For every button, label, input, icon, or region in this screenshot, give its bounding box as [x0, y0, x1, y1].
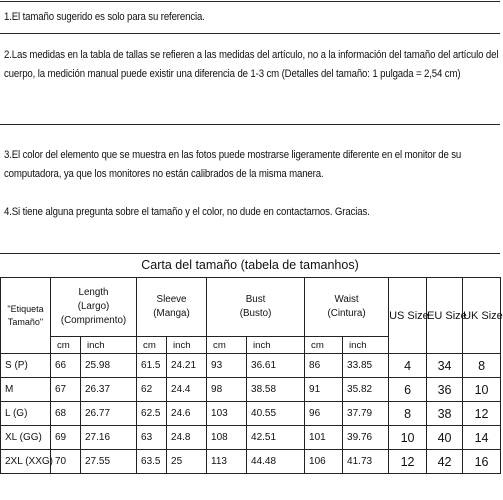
- bust-cm: 93: [207, 354, 247, 378]
- sleeve-inch: 24.6: [167, 402, 207, 426]
- uk-size-header: UK Size: [463, 278, 501, 354]
- waist-cm: 91: [305, 378, 343, 402]
- length-header-sub2: (Comprimento): [60, 315, 127, 326]
- divider: [0, 124, 500, 125]
- sleeve-header-name: Sleeve: [156, 294, 187, 305]
- length-header-name: Length: [78, 287, 109, 298]
- note-3: 3.El color del elemento que se muestra en las fotos puede mostrarse ligeramente diferente en el monitor de su computadora, ya que los monitores no están calibrados de la misma manera.: [4, 149, 462, 180]
- waist-cm: 86: [305, 354, 343, 378]
- length-inch: 27.16: [81, 426, 137, 450]
- table-row: [1, 354, 501, 378]
- length-header: [51, 278, 137, 337]
- us-size: 4: [389, 354, 427, 378]
- size-label: M: [1, 378, 51, 402]
- size-label: L (G): [1, 402, 51, 426]
- note-1: 1.El tamaño sugerido es solo para su referencia.: [4, 11, 205, 23]
- table-row: [1, 450, 501, 474]
- eu-size: 36: [427, 378, 463, 402]
- sleeve-inch: 25: [167, 450, 207, 474]
- waist-inch: 39.76: [343, 426, 389, 450]
- bust-inch: 38.58: [247, 378, 305, 402]
- length-header-sub: (Largo): [77, 301, 110, 312]
- unit-cm: cm: [137, 337, 167, 354]
- bust-cm: 98: [207, 378, 247, 402]
- table-row: [1, 426, 501, 450]
- sleeve-cm: 63: [137, 426, 167, 450]
- uk-size: 14: [463, 426, 501, 450]
- eu-size: 38: [427, 402, 463, 426]
- uk-size: 16: [463, 450, 501, 474]
- length-cm: 70: [51, 450, 81, 474]
- unit-cm: cm: [305, 337, 343, 354]
- eu-size: 34: [427, 354, 463, 378]
- size-label: S (P): [1, 354, 51, 378]
- waist-cm: 96: [305, 402, 343, 426]
- bust-cm: 108: [207, 426, 247, 450]
- eu-size-header: EU Size: [427, 278, 463, 354]
- sleeve-inch: 24.8: [167, 426, 207, 450]
- unit-inch: inch: [247, 337, 305, 354]
- sleeve-cm: 62: [137, 378, 167, 402]
- us-size: 8: [389, 402, 427, 426]
- length-cm: 69: [51, 426, 81, 450]
- length-cm: 67: [51, 378, 81, 402]
- sleeve-inch: 24.21: [167, 354, 207, 378]
- size-label: 2XL (XXG): [1, 450, 51, 474]
- us-size: 10: [389, 426, 427, 450]
- length-inch: 26.77: [81, 402, 137, 426]
- us-size-header: US Size: [389, 278, 427, 354]
- note-4: 4.Si tiene alguna pregunta sobre el tamaño y el color, no dude en contactarnos. Gracias.: [4, 206, 370, 218]
- bust-inch: 42.51: [247, 426, 305, 450]
- bust-header-name: Bust: [245, 294, 266, 305]
- unit-cm: cm: [51, 337, 81, 354]
- sleeve-inch: 24.4: [167, 378, 207, 402]
- sleeve-cm: 63.5: [137, 450, 167, 474]
- waist-inch: 33.85: [343, 354, 389, 378]
- bust-header: [207, 278, 305, 337]
- divider: [0, 33, 500, 34]
- length-inch: 25.98: [81, 354, 137, 378]
- length-cm: 66: [51, 354, 81, 378]
- unit-inch: inch: [343, 337, 389, 354]
- size-label-header: "Etiqueta Tamaño": [1, 278, 51, 354]
- eu-size: 40: [427, 426, 463, 450]
- size-label: XL (GG): [1, 426, 51, 450]
- table-row: [1, 378, 501, 402]
- table-row: [1, 402, 501, 426]
- unit-cm: cm: [207, 337, 247, 354]
- sleeve-header-sub: (Manga): [153, 308, 190, 319]
- sleeve-cm: 61.5: [137, 354, 167, 378]
- waist-inch: 41.73: [343, 450, 389, 474]
- bust-inch: 40.55: [247, 402, 305, 426]
- us-size: 6: [389, 378, 427, 402]
- bust-cm: 103: [207, 402, 247, 426]
- uk-size: 12: [463, 402, 501, 426]
- divider: [0, 1, 500, 2]
- uk-size: 8: [463, 354, 501, 378]
- waist-cm: 101: [305, 426, 343, 450]
- sleeve-header: [137, 278, 207, 337]
- waist-header-name: Waist: [334, 294, 359, 305]
- length-inch: 26.37: [81, 378, 137, 402]
- length-inch: 27.55: [81, 450, 137, 474]
- waist-header: [305, 278, 389, 337]
- unit-inch: inch: [81, 337, 137, 354]
- bust-inch: 36.61: [247, 354, 305, 378]
- us-size: 12: [389, 450, 427, 474]
- size-table: [0, 277, 501, 474]
- bust-header-sub: (Busto): [239, 308, 272, 319]
- uk-size: 10: [463, 378, 501, 402]
- waist-cm: 106: [305, 450, 343, 474]
- waist-header-sub: (Cintura): [327, 308, 366, 319]
- waist-inch: 35.82: [343, 378, 389, 402]
- bust-inch: 44.48: [247, 450, 305, 474]
- size-chart-title: Carta del tamaño (tabela de tamanhos): [141, 258, 359, 272]
- sleeve-cm: 62.5: [137, 402, 167, 426]
- note-2: 2.Las medidas en la tabla de tallas se refieren a las medidas del artículo, no a la información del tamaño del artículo del cuerpo, la medición manual puede existir una diferencia de 1-3 cm (Detalles del tamaño: 1 pulgada = 2,54 cm): [4, 49, 499, 80]
- length-cm: 68: [51, 402, 81, 426]
- eu-size: 42: [427, 450, 463, 474]
- waist-inch: 37.79: [343, 402, 389, 426]
- unit-inch: inch: [167, 337, 207, 354]
- bust-cm: 113: [207, 450, 247, 474]
